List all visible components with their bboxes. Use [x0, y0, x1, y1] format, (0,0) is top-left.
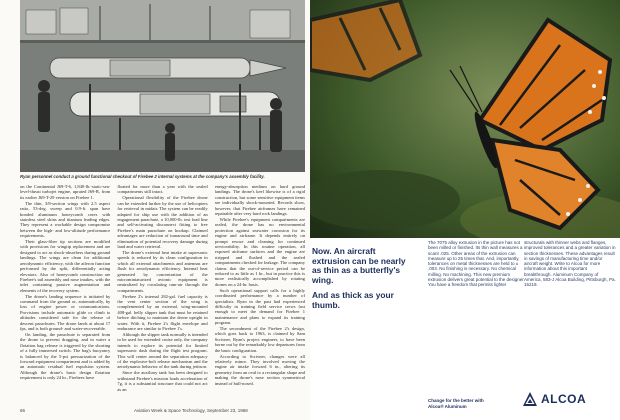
headline-line-1: Now. An aircraft extrusion can be nearly as thin as a butterfly's wing. — [312, 246, 406, 285]
butterfly-photo — [310, 0, 620, 238]
paragraph: Their glass-fiber tip sections are modified with provisions for wingtip replacement and are designed to act as shock-absorbers during ground landings. The wings are clean for additional aerodynamic efficiency, with the aileron function performed by the split, differentially acting elevators. Also of honeycomb construction are Firebee's tail assembly and nose intakes, with the inlet containing passive augmentation and elements of the recovery system. — [20, 239, 111, 293]
tagline-line-2: Alcoa® Aluminum — [428, 403, 467, 409]
paragraph: While Firebee's equipment compartments are sealed, the drone has no environmental protection against seawater corrosion for its engine and airframe. It depends entirely on prompt rescue and cleaning for continued serviceability. In this routine operation, all exposed airframe surfaces and the engine are stripped and flushed and the sealed compartments checked for leakage. The company claims that the out-of-service period can be reduced to as little as 1 hr., but in practice this is more realistically accomplished by rotating drones on a 24-hr. basis. — [214, 216, 305, 287]
paragraph: The thin, 3/8-section wings with 2.5 aspect ratio, 53-deg. sweep and 0.9-ft. span have bonded aluminum honeycomb cores with stainless steel skins and titanium leading edges. They represent a workable design compromise between the high- and low-altitude performance requirements. — [20, 200, 111, 239]
headline-line-2: And as thick as your thumb. — [312, 290, 394, 310]
alcoa-wordmark: ALCOA — [541, 392, 587, 406]
photo-caption: Ryan personnel conduct a ground functional checkout of Firebee 2 internal systems at the company's assembly facility. — [20, 174, 265, 179]
paragraph: Such operational support calls for a highly coordinated performance by a number of specialists. Ryan in the past had experienced difficulty in training field service crews fast enough to meet the demand for Firebee 1 maintenance and plans to expand its training program. — [214, 287, 305, 326]
paragraph: Operational flexibility of the Firebee drone can be extended further by the use of helicopters for retrieval in midair. The system can be readily adapted for ship use with the addition of an engagement parachute, a 10,000-lb. test load line and self-activating disconnect fitting to free Firebee's main parachute on hookup. Claimed advantages are reduction of turnaround time and elimination of potential recovery damage during land and water retrieval. — [117, 195, 208, 249]
assembly-photo — [20, 0, 305, 172]
paragraph: Since the auxiliary tank has been designed to withstand Firebee's mission loads acceleration of 7g, it is a substantial structure that could not act as an — [117, 370, 208, 392]
assembly-photo-image — [20, 0, 305, 172]
article-column-2 — [117, 184, 207, 404]
monarch-butterfly-image — [310, 0, 620, 238]
paragraph: The secondment of the Firebee 2's design, which goes back to 1963, is claimed by Sam Scrivner, Ryan's project engineer, to have been borne out by the remarkably low departures from the basic configuration. — [214, 326, 305, 353]
paragraph: According to Scrivner, changes were all relatively minor. They involved moving the engine air intake forward 6 in., altering its geometry from an oval to a rectangular shape and making the drone's nose section symmetrical instead of bull-nosed. — [214, 353, 305, 386]
alcoa-triangle-icon — [522, 391, 538, 407]
paragraph: The drone's landing sequence is initiated by command from the ground or, automatically, by loss of engine power or communications. Provisions include automatic glide or climb to altitudes considered safe for the release of descent parachutes. The drone lands at about 17 fps, and is both ground- and water-recoverable. — [20, 293, 111, 332]
paragraph: energy-absorption medium on hard ground landings. The drone's keel likewise is of a rigid construction, but some sensitive equipment items are individually shock-mounted. Records show, however, that Firebee airframes have remained repairable after very hard rock landings. — [214, 184, 305, 217]
ad-headline — [312, 247, 412, 311]
article-body — [20, 184, 305, 404]
paragraph: Although the slipper tank normally is intended to be used for extended cruise only, the company intends to explore its potential for limited supersonic dash during the flight test program. This will center around the separation adequacy of the explosive-bolt release mechanism and the aerodynamic behavior of the tank during jettison. — [117, 331, 208, 370]
tagline-line-1: Change for the better with — [428, 398, 484, 403]
ad-body-column-1: The 7075 alloy extrusion in the picture has not been milled or finished. Its thin wall measures a scant .025. Other areas of the extrusion can measure up to 25 times that. And, importantly, tolerances on metal thicknesses are held to ± .003. No finishing is necessary. No chemical milling. No machining. This new premium extrusion delivers great potential to the designer. You have a freedom that permits lighter — [428, 240, 525, 288]
magazine-footer: Aviation Week & Space Technology, September 23, 1968 — [134, 408, 248, 413]
ad-tagline — [428, 398, 484, 409]
page-number: 66 — [20, 408, 26, 413]
paragraph: On landing, the parachute is separated from the drone to prevent dragging, and in water a flotation bag release is triggered by the shorting of a fully immersed switch. The bag's buoyancy is balanced by the 5-psi pressurization of the forward equipment compartment and is added by an automatic residual fuel expulsion system. Although the drone's basic design flotation requirement is only 24 hr., Firebees have — [20, 331, 111, 381]
article-column-3 — [215, 184, 305, 404]
paragraph: Firebee 2's internal 282-gal. fuel capacity is the vent center section of the wing is complemented by an external, wing-mounted 408-gal. belly slipper tank that must be retained before ditching to maintain the drone upright in water. With it, Firebee 2's flight envelope and endurance are similar to Firebee 1's. — [117, 293, 208, 332]
paragraph: The drone's external heat intake at supersonic speeds is reduced by its clean configuration in which all external attachments and antennas are flush for aerodynamic efficiency. Internal heat generated by concentration of the microminiaturized avionic equipment is neutralized by circulating ram-air through the compartments. — [117, 249, 208, 293]
ad-body-column-2: structurals with thinner webs and flanges, improved tolerances and a greater variation in section thicknesses. These advantages result in savings of manufacturing time and/or aircraft weight. Write to Alcoa for more information about this important breakthrough. Aluminum Company of America, 583-J Alcoa Building, Pittsburgh, Pa. 15219. — [524, 240, 616, 288]
paragraph: on the Continental J69-T-6, 1,840-lb.-static-sea-level-thrust turbojet engine, uprated J69-B, from its earlier J69-T-29 version on Firebee 1. — [20, 184, 111, 200]
paragraph: floated for more than a year with the sealed compartments still intact. — [117, 184, 208, 195]
article-column-1 — [20, 184, 110, 404]
alcoa-logo — [522, 391, 586, 407]
right-page-ad — [310, 0, 620, 420]
